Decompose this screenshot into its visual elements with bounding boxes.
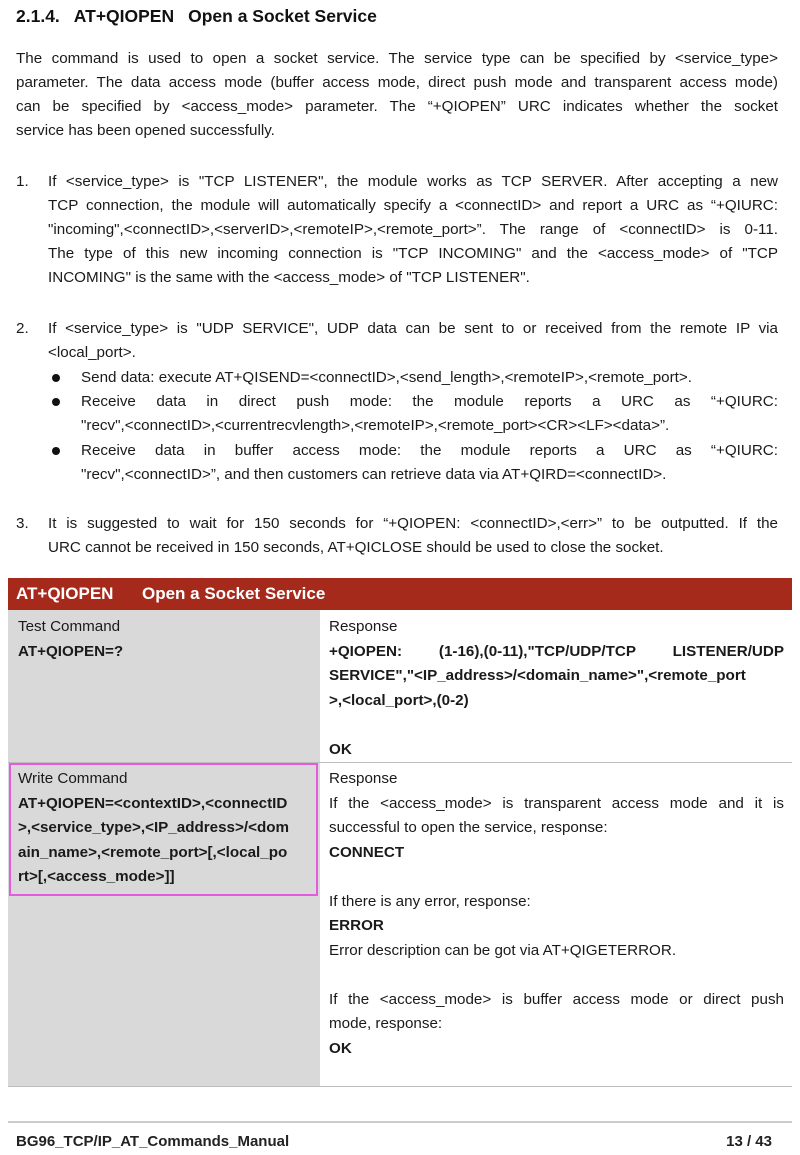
- bullet-line: "recv",<connectID>”, and then customers can retrieve data via AT+QIRD=<connectID>.: [81, 466, 667, 483]
- bullet-line: Receive data in buffer access mode: the module reports a URC as “+QIURC:: [81, 442, 778, 459]
- item-line: If <service_type> is "UDP SERVICE", UDP data can be sent to or received from the remote IP via: [48, 320, 778, 337]
- write-command-label: Write Command: [18, 770, 128, 787]
- test-response-cell: [329, 615, 784, 762]
- test-response-label: Response: [329, 618, 398, 635]
- test-response-line: +QIOPEN: (1-16),(0-11),"TCP/UDP/TCP LISTENER/UDP: [329, 642, 784, 660]
- bullet-item: [81, 366, 778, 390]
- bullet-item: [81, 439, 778, 487]
- test-command-label: Test Command: [18, 618, 121, 635]
- write-command-syntax: rt>[,<access_mode>]]: [18, 868, 175, 885]
- section-command: AT+QIOPEN: [73, 6, 175, 26]
- section-number: 2.1.4.: [16, 6, 60, 26]
- list-item-3: [48, 512, 778, 560]
- write-command-syntax: AT+QIOPEN=<contextID>,<connectID: [18, 794, 288, 812]
- write-response-line: successful to open the service, response:: [329, 819, 608, 836]
- write-response-line: mode, response:: [329, 1015, 443, 1032]
- write-command-syntax: ain_name>,<remote_port>[,<local_po: [18, 843, 288, 861]
- section-heading: [16, 6, 377, 27]
- table-header-title: Open a Socket Service: [142, 584, 326, 603]
- write-response-error-intro: If there is any error, response:: [329, 892, 531, 910]
- bullet-icon: [52, 374, 60, 382]
- footer-document-name: BG96_TCP/IP_AT_Commands_Manual: [16, 1133, 290, 1150]
- write-response-error: ERROR: [329, 917, 384, 934]
- item-line: If <service_type> is "TCP LISTENER", the module works as TCP SERVER. After accepting a new: [48, 173, 778, 190]
- write-command-syntax: >,<service_type>,<IP_address>/<dom: [18, 819, 290, 836]
- test-command-syntax: AT+QIOPEN=?: [18, 642, 124, 660]
- bullet-line: Send data: execute AT+QISEND=<connectID>,<send_length>,<remoteIP>,<remote_port>.: [81, 369, 692, 386]
- list-number: 2.: [16, 320, 29, 337]
- write-response-connect: CONNECT: [329, 843, 405, 861]
- table-bottom-border: [8, 1086, 792, 1087]
- item-line: INCOMING" is the same with the <access_mode> of "TCP LISTENER".: [48, 269, 530, 286]
- item-line: <local_port>.: [48, 344, 136, 361]
- test-response-line: SERVICE","<IP_address>/<domain_name>",<remote_port: [329, 667, 746, 684]
- footer-divider: [8, 1121, 792, 1123]
- table-header-command: AT+QIOPEN: [16, 584, 114, 603]
- intro-line: The command is used to open a socket service. The service type can be specified by <service_type>: [16, 50, 778, 67]
- intro-line: can be specified by <access_mode> parameter. The “+QIOPEN” URC indicates whether the socket: [16, 98, 778, 115]
- write-response-error-desc: Error description can be got via AT+QIGETERROR.: [329, 941, 677, 959]
- bullet-icon: [52, 447, 60, 455]
- test-response-line: >,<local_port>,(0-2): [329, 691, 469, 709]
- item-line: It is suggested to wait for 150 seconds for “+QIOPEN: <connectID>,<err>” to be outputted. If the: [48, 515, 778, 532]
- item-line: URC cannot be received in 150 seconds, AT+QICLOSE should be used to close the socket.: [48, 539, 664, 556]
- write-response-line: If the <access_mode> is buffer access mode or direct push: [329, 990, 784, 1008]
- list-item-2: [48, 317, 778, 365]
- command-table-header: [8, 578, 792, 610]
- intro-line: service has been opened successfully.: [16, 122, 275, 139]
- intro-paragraph: [16, 47, 778, 143]
- item-line: The type of this new incoming connection is "TCP INCOMING" and the <access_mode> of "TCP: [48, 245, 778, 262]
- write-command-cell: [18, 767, 314, 890]
- list-item-1: [48, 170, 778, 290]
- write-response-ok: OK: [329, 1039, 352, 1057]
- bullet-item: [81, 390, 778, 438]
- bullet-line: "recv",<connectID>,<currentrecvlength>,<remoteIP>,<remote_port><CR><LF><data>”.: [81, 417, 670, 434]
- write-response-label: Response: [329, 770, 398, 787]
- section-title: Open a Socket Service: [188, 6, 377, 26]
- bullet-icon: [52, 398, 60, 406]
- bullet-line: Receive data in direct push mode: the module reports a URC as “+QIURC:: [81, 393, 778, 410]
- list-number: 1.: [16, 173, 29, 190]
- test-command-cell: [18, 615, 123, 664]
- write-response-cell: [329, 767, 784, 1061]
- test-response-ok: OK: [329, 740, 352, 758]
- intro-line: parameter. The data access mode (buffer access mode, direct push mode and transparent access mode): [16, 74, 778, 91]
- write-response-line: If the <access_mode> is transparent access mode and it is: [329, 794, 784, 812]
- list-number: 3.: [16, 515, 29, 532]
- item-line: TCP connection, the module will automatically specify a <connectID> and report a URC as “+QIURC:: [48, 197, 778, 214]
- item-line: "incoming",<connectID>,<serverID>,<remoteIP>,<remote_port>”. The range of <connectID> is 0-11.: [48, 221, 778, 238]
- footer-page-number: 13 / 43: [726, 1133, 772, 1150]
